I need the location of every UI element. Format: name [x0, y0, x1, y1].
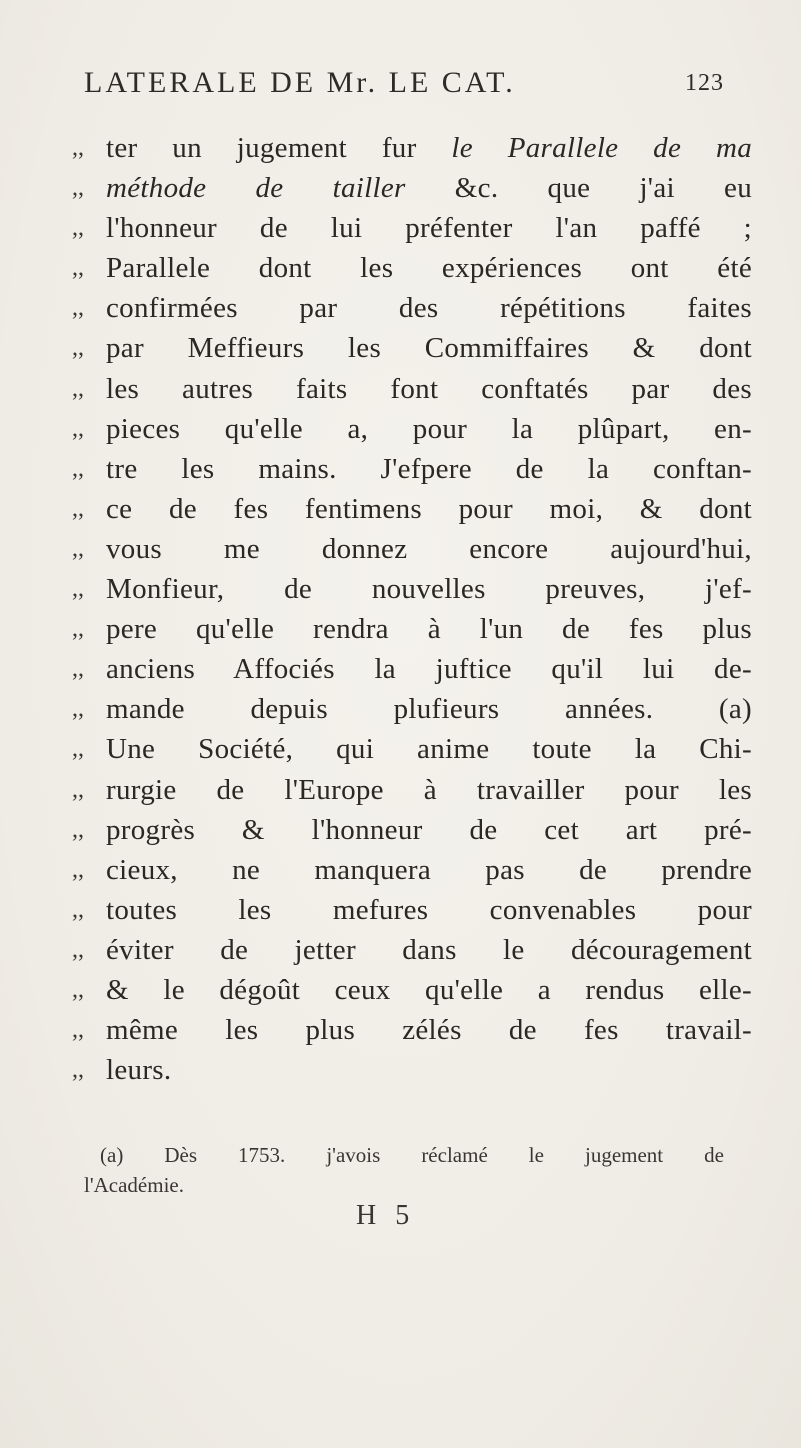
line-roman: pieces qu'elle a, pour la plûpart, en-	[106, 412, 752, 445]
line-text	[106, 449, 752, 489]
line-text	[106, 128, 752, 168]
line-text	[106, 409, 752, 449]
text-line	[72, 689, 752, 729]
text-line	[72, 248, 752, 288]
quote-mark: ,,	[72, 816, 84, 843]
quote-mark: ,,	[72, 135, 84, 161]
line-text	[106, 609, 752, 649]
running-title: LATERALE DE Mr. LE CAT.	[84, 66, 516, 99]
quote-mark: ,,	[72, 335, 84, 362]
line-roman: éviter de jetter dans le découragement	[106, 933, 752, 966]
quote-mark: ,,	[72, 415, 84, 442]
line-italic: le Parallele de ma	[451, 132, 752, 164]
quote-mark: ,,	[72, 295, 84, 322]
text-line	[72, 970, 752, 1010]
line-roman: cieux, ne manquera pas de prendre	[106, 853, 752, 886]
line-roman: anciens Affociés la juftice qu'il lui de-	[106, 653, 752, 686]
text-line	[72, 810, 752, 850]
quote-mark: ,,	[72, 1017, 84, 1044]
quote-mark: ,,	[72, 976, 84, 1003]
line-text	[106, 810, 752, 850]
line-text	[106, 930, 752, 970]
line-text	[106, 328, 752, 368]
line-roman: Une Société, qui anime toute la Chi-	[106, 733, 752, 766]
line-roman: ce de fes fentimens pour moi, & dont	[106, 492, 752, 525]
line-roman: confirmées par des répétitions faites	[106, 292, 752, 325]
line-roman: progrès & l'honneur de cet art pré-	[106, 813, 752, 846]
line-text	[106, 850, 752, 890]
text-line	[72, 208, 752, 248]
line-text	[106, 529, 752, 569]
text-line	[72, 409, 752, 449]
line-roman: &c. que j'ai eu	[405, 172, 752, 205]
line-roman: Monfieur, de nouvelles preuves, j'ef-	[106, 573, 752, 606]
text-line	[72, 729, 752, 769]
text-line	[72, 649, 752, 689]
quote-mark: ,,	[72, 455, 84, 482]
text-line	[72, 569, 752, 609]
footnote-line: l'Académie.	[84, 1173, 184, 1197]
line-italic: méthode de tailler	[106, 172, 406, 205]
running-head	[84, 66, 724, 106]
line-roman: les autres faits font conftatés par des	[106, 372, 752, 405]
quote-mark: ,,	[72, 736, 84, 763]
quote-mark: ,,	[72, 856, 84, 883]
text-line	[72, 529, 752, 569]
quote-mark: ,,	[72, 616, 84, 643]
line-text	[106, 288, 752, 328]
text-line	[72, 288, 752, 328]
line-roman: pere qu'elle rendra à l'un de fes plus	[106, 613, 752, 646]
quote-mark: ,,	[72, 896, 84, 923]
quote-mark: ,,	[72, 776, 84, 803]
quote-mark: ,,	[72, 375, 84, 402]
line-roman: rurgie de l'Europe à travailler pour les	[106, 773, 752, 806]
line-text	[106, 890, 752, 930]
line-roman: par Meffieurs les Commiffaires & dont	[106, 332, 752, 365]
footnote-line: (a) Dès 1753. j'avois réclamé le jugement de	[100, 1143, 724, 1167]
text-line	[72, 930, 752, 970]
quote-mark: ,,	[72, 255, 84, 282]
line-text	[106, 770, 752, 810]
quote-mark: ,,	[72, 576, 84, 603]
quote-mark: ,,	[72, 936, 84, 963]
footnote	[84, 1140, 724, 1200]
quote-mark: ,,	[72, 656, 84, 683]
line-roman: tre les mains. J'efpere de la conftan-	[106, 452, 752, 485]
text-line	[72, 128, 752, 168]
text-line	[72, 850, 752, 890]
page-number: 123	[685, 70, 724, 96]
line-roman: Parallele dont les expériences ont été	[106, 252, 752, 285]
line-text	[106, 208, 752, 248]
line-text	[106, 729, 752, 769]
text-line	[72, 489, 752, 529]
text-line	[72, 1010, 752, 1050]
text-line	[72, 168, 752, 208]
line-roman: l'honneur de lui préfenter l'an paffé ;	[106, 212, 752, 245]
line-roman: même les plus zélés de fes travail-	[106, 1014, 752, 1047]
text-line	[72, 890, 752, 930]
line-text	[106, 369, 752, 409]
line-roman: ter un jugement fur	[106, 132, 452, 164]
quote-mark: ,,	[72, 175, 84, 202]
line-roman: leurs.	[106, 1054, 172, 1087]
text-line	[72, 449, 752, 489]
text-line	[72, 770, 752, 810]
text-line	[72, 1050, 752, 1090]
text-line	[72, 328, 752, 368]
signature-mark: H 5	[356, 1200, 416, 1231]
line-roman: vous me donnez encore aujourd'hui,	[106, 532, 752, 565]
line-text	[106, 1010, 752, 1050]
line-text	[106, 489, 752, 529]
line-text	[106, 649, 752, 689]
line-text	[106, 248, 752, 288]
body-text	[72, 128, 752, 1090]
quote-mark: ,,	[72, 1057, 84, 1084]
line-text	[106, 970, 752, 1010]
text-line	[72, 609, 752, 649]
text-line	[72, 369, 752, 409]
quote-mark: ,,	[72, 215, 84, 242]
quote-mark: ,,	[72, 535, 84, 562]
quote-mark: ,,	[72, 696, 84, 723]
quote-mark: ,,	[72, 495, 84, 522]
line-text	[106, 168, 752, 208]
line-text	[106, 569, 752, 609]
line-text	[106, 1050, 752, 1090]
line-roman: & le dégoût ceux qu'elle a rendus elle-	[106, 973, 752, 1006]
line-roman: toutes les mefures convenables pour	[106, 893, 752, 926]
line-text	[106, 689, 752, 729]
line-roman: mande depuis plufieurs années. (a)	[106, 693, 752, 726]
